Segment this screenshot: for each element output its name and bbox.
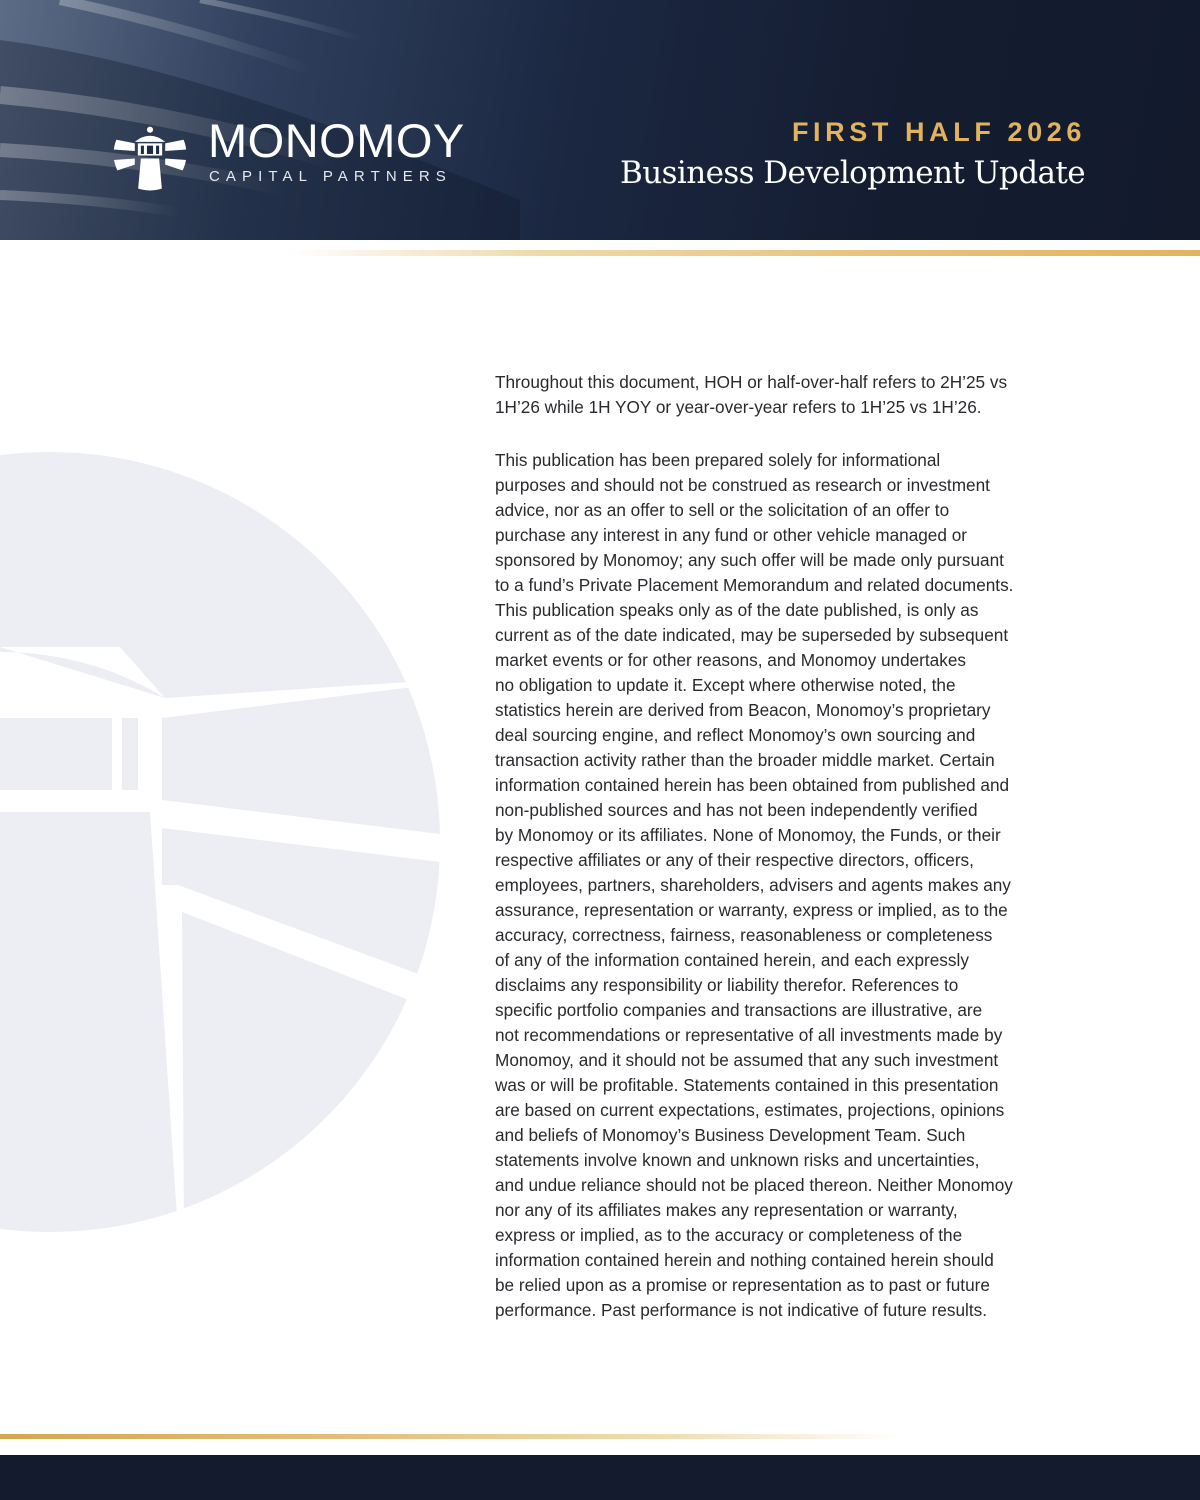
footer-bar [0, 1455, 1200, 1500]
brand-subtitle: CAPITAL PARTNERS [209, 168, 452, 185]
brand-logo [112, 114, 492, 194]
lighthouse-icon [112, 116, 188, 192]
page-title: Business Development Update [620, 155, 1085, 191]
terminology-note: Throughout this document, HOH or half-over-half refers to 2H’25 vs 1H’26 while 1H YOY or year-over-year refers to 1H’25 vs 1H’26. [495, 372, 1008, 417]
gold-divider-bottom [0, 1434, 1200, 1439]
report-period: FIRST HALF 2026 [791, 117, 1086, 147]
document-body [495, 370, 1095, 1323]
brand-name: MONOMOY [208, 114, 465, 167]
lighthouse-watermark-icon [0, 452, 440, 1232]
header-banner [0, 0, 1200, 240]
disclaimer-paragraph: This publication has been prepared solely for informational purposes and should not be construed as research or investment advice, nor as an offer to sell or the solicitation of an offer to purchase any interest in any fund or other vehicle managed or sponsored by Monomoy; any such offer will be made only pursuant to a fund’s Private Placement Memorandum and related documents. This publication speaks only as of the date published, is only as current as of the date indicated, may be superseded by subsequent market events or for other reasons, and Monomoy undertakes no obligation to update it. Except where otherwise noted, the statistics herein are derived from Beacon, Monomoy’s proprietary deal sourcing engine, and reflect Monomoy’s own sourcing and transaction activity rather than the broader middle market. Certain information contained herein has been obtained from published and non-published sources and has not been independently verified by Monomoy or its affiliates. None of Monomoy, the Funds, or their respective affiliates or any of their respective directors, officers, employees, partners, shareholders, advisers and agents makes any assurance, representation or warranty, express or implied, as to the accuracy, correctness, fairness, reasonableness or completeness of any of the information contained herein, and each expressly disclaims any responsibility or liability therefor. References to specific portfolio companies and transactions are illustrative, are not recommendations or representative of all investments made by Monomoy, and it should not be assumed that any such investment was or will be profitable. Statements contained in this presentation are based on current expectations, estimates, projections, opinions and beliefs of Monomoy’s Business Development Team. Such statements involve known and unknown risks and uncertainties, and undue reliance should not be placed thereon. Neither Monomoy nor any of its affiliates makes any representation or warranty, express or implied, as to the accuracy or completeness of the information contained herein and nothing contained herein should be relied upon as a promise or representation as to past or future performance. Past performance is not indicative of future results. [495, 450, 1014, 1320]
gold-divider-top [0, 250, 1200, 256]
